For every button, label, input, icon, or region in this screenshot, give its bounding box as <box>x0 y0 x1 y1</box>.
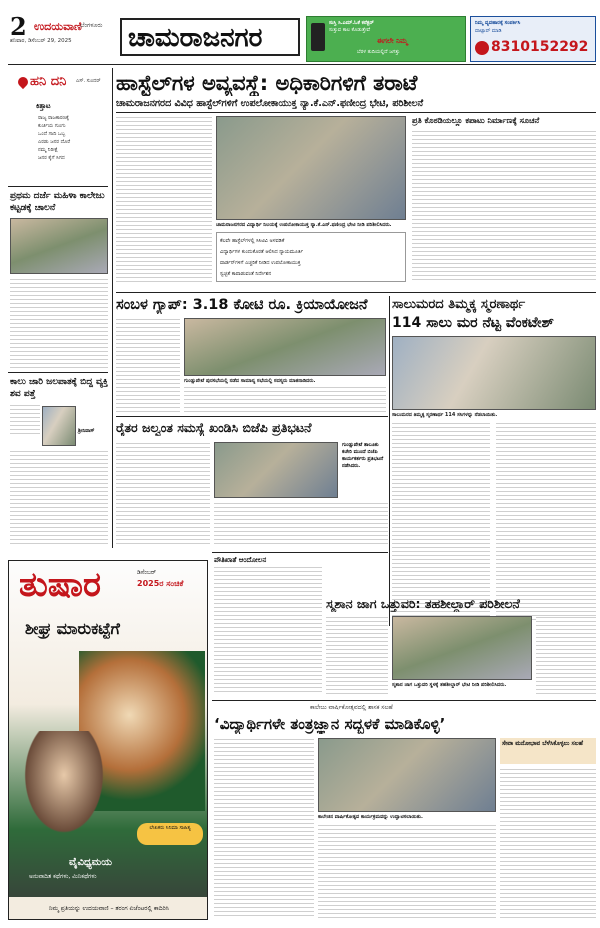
column-logo: ಹನಿ ದನಿ <box>30 74 67 89</box>
gap-bjp-rule <box>116 416 388 417</box>
bjp-body-col1 <box>116 442 210 546</box>
tushara-year: 2025ರ ಸಂಚಿಕೆ <box>137 579 184 588</box>
story2-body <box>10 404 40 434</box>
land-headline: ಸ್ಮಶಾನ ಜಾಗ ಒತ್ತುವರಿ: ತಹಶೀಲ್ದಾರ್ ಪರಿಶೀಲನೆ <box>326 596 520 611</box>
land-brief-title: ಪೌತಿಖಾತೆ ಆಂದೋಲನ <box>214 556 267 564</box>
section-title: ಚಾಮರಾಜನಗರ <box>120 18 300 56</box>
bjp-headline: ರೈತರ ಜಲ್ವಂತ ಸಮಸ್ಯೆ ಖಂಡಿಸಿ ಬಿಜೆಪಿ ಪ್ರತಿಭಟನೆ <box>116 420 312 435</box>
sidebar-rule <box>112 68 113 548</box>
header-ad2-line1: ನಿಮ್ಮ ವ್ಯವಹಾರಕ್ಕೆ ಸಂಪರ್ಕಿಸಿ <box>475 20 521 26</box>
column-author: ಎಸ್. ಸುಂದರ್ <box>76 78 101 84</box>
header-rule <box>8 64 596 65</box>
header-ad-line3: ಈಗಲೇ ನಿಮ್ಮ <box>377 37 408 45</box>
bullet-item: ವಾರ್ಡನ್‌ಗಳಿಗೆ ಎಚ್ಚರಿಕೆ ನೀಡಿದ ಉಪಲೋಕಾಯುಕ್ತ <box>220 260 301 266</box>
poem-line: ಒಂದೆ ಗಾದಿ ಒಬ್ಬ <box>38 131 66 137</box>
gap-headline: ಸಂಬಳ ಗ್ಯಾಪ್: 3.18 ಕೋಟಿ ರೂ. ಕ್ರಿಯಾಯೋಜನೆ <box>116 297 368 313</box>
tech-body-col3 <box>500 768 596 918</box>
land-photo <box>392 616 532 680</box>
tech-headline: ‘ವಿದ್ಯಾರ್ಥಿಗಳೇ ತಂತ್ರಜ್ಞಾನ ಸದ್ಬಳಕೆ ಮಾಡಿಕೊಳ್ಳಿ’ <box>214 715 446 733</box>
gap-tree-rule <box>389 296 390 626</box>
tree-caption: ಸಾಲುಮರದ ತಿಮ್ಮಕ್ಕ ಸ್ಮರಣಾರ್ಥ 114 ಸಸಿಗಳನ್ನು ನೆಡಲಾಯಿತು. <box>392 412 498 418</box>
story1-body <box>10 278 108 368</box>
lead-body-col1 <box>116 116 212 282</box>
tech-body-col1 <box>214 738 314 918</box>
header-phone: 8310152292 <box>491 39 589 55</box>
poem <box>38 114 104 162</box>
story-bjp <box>116 420 388 548</box>
lead-sub2: ಪ್ರತಿ ಕೊಠಡಿಯಲ್ಲೂ ಕಪಾಟು ನಿರ್ಮಾಣಕ್ಕೆ ಸೂಚನೆ <box>412 116 540 125</box>
tree-body-col1 <box>392 422 490 622</box>
lead-body-col3 <box>412 130 596 282</box>
land-rule <box>212 552 388 553</box>
tushara-badge: ಲೇಖಕರು ಸಿನಿಮಾ ಸಾಹಿತ್ಯ <box>137 823 203 845</box>
lead-photo <box>216 116 406 220</box>
gap-caption: ಗುಂಡ್ಲುಪೇಟೆ ಪುರಸಭೆಯಲ್ಲಿ ನಡೆದ ಸಾಮಾನ್ಯ ಸಭೆಯಲ್ಲಿ ಸದಸ್ಯರು ಮಾತನಾಡಿದರು. <box>184 378 316 384</box>
header-ad-line4: ಬೆರಳ ತುದಿಯಲ್ಲಿದೆ ಜಗತ್ತು <box>357 49 400 55</box>
poem-line: ಕುರ್ಚಿಯ ಗುಂಗು <box>38 123 66 129</box>
bullet-item: ಸ್ವಚ್ಛತೆ ಕಾಪಾಡುವಂತೆ ನಿರ್ದೇಶನ <box>220 271 272 277</box>
tech-side-box: ಸೇವಾ ಮನೋಭಾವ ಬೆಳೆಸಿಕೊಳ್ಳಲು ಸಲಹೆ <box>500 738 596 764</box>
tree-headline1: ಸಾಲುಮರದ ತಿಮ್ಮಕ್ಕ ಸ್ಮರಣಾರ್ಥ <box>392 297 526 312</box>
story2-body2 <box>10 450 108 546</box>
sidebar-divider <box>8 186 108 187</box>
lead-rule <box>116 112 596 113</box>
story2-photo-name: ಶ್ರೀನಿವಾಸ್ <box>78 428 95 434</box>
lead-subheadline: ಚಾಮರಾಜನಗರದ ವಿವಿಧ ಹಾಸ್ಟೆಲ್‌ಗಳಿಗೆ ಉಪಲೋಕಾಯುಕ್ತ ನ್ಯಾ.ಕೆ.ಎನ್.ಫಣೀಂದ್ರ ಭೇಟಿ, ಪರಿಶೀಲನೆ <box>116 98 424 109</box>
tree-headline2: 114 ಸಾಲು ಮರ ನೆಟ್ಟ ವೆಂಕಟೇಶ್ <box>392 315 554 331</box>
heart-icon <box>16 75 30 89</box>
phone-icon <box>311 23 325 51</box>
story1-photo <box>10 218 108 274</box>
header-ad-blue <box>470 16 596 62</box>
page-number: 2 <box>10 12 27 41</box>
land-body <box>326 616 388 696</box>
story-tech <box>214 704 596 920</box>
issue-date: ಶನಿವಾರ, ಡಿಸೆಂಬರ್ 29, 2025 <box>10 38 72 44</box>
lead-headline: ಹಾಸ್ಟೆಲ್‌ಗಳ ಅವ್ಯವಸ್ಥೆ: ಅಧಿಕಾರಿಗಳಿಗೆ ತರಾಟೆ <box>116 71 418 95</box>
edition-name: ಬೆಂಗಳೂರು <box>80 22 103 29</box>
tech-kicker: ಕಾಲೇಜು ವಾರ್ಷಿಕೋತ್ಸವದಲ್ಲಿ ಶಾಸಕ ಸಲಹೆ <box>310 704 393 711</box>
lead-bullets <box>216 232 406 282</box>
tech-body-col2 <box>318 824 496 918</box>
sidebar <box>8 68 108 548</box>
tushara-masthead: ತುಷಾರ <box>19 565 101 605</box>
header-ad2-line2: ವಾಟ್ಸಾಪ್ ಮಾಡಿ <box>475 28 502 34</box>
poem-line: ಜನರ ಕೈಗೆ ಸಿಗದ <box>38 155 65 161</box>
tushara-feature: ವೈವಿಧ್ಯಮಯ <box>69 857 113 868</box>
tree-body-col2 <box>496 422 596 622</box>
gap-body <box>116 318 180 412</box>
lead-story <box>116 68 596 290</box>
bjp-photo <box>214 442 338 498</box>
tech-photo <box>318 738 496 812</box>
poem-title: ಕಿತ್ತಾಟ <box>36 102 51 110</box>
tech-caption: ಕಾಲೇಜಿನ ವಾರ್ಷಿಕೋತ್ಸವ ಕಾರ್ಯಕ್ರಮವನ್ನು ಉದ್ಘಾಟಿಸಲಾಯಿತು. <box>318 814 423 820</box>
whatsapp-icon <box>475 41 489 55</box>
story1-headline: ಪ್ರಥಮ ದರ್ಜೆ ಮಹಿಳಾ ಕಾಲೇಜು ಕಟ್ಟಡಕ್ಕೆ ಚಾಲನೆ <box>10 191 105 213</box>
tushara-figure <box>19 731 109 841</box>
bullet-item: ಕೆಲವೇ ಹಾಸ್ಟೆಲ್‌ಗಳಲ್ಲಿ ಸಿಸಿಟಿವಿ ಅಳವಡಿಕೆ <box>220 238 285 244</box>
story2-photo <box>42 406 76 446</box>
sidebar-divider <box>8 372 108 373</box>
header-ad-line2: ಸುತ್ತುವ ಕಾಲ ಕೊಡುತ್ತೇವೆ <box>329 27 371 33</box>
bullet-item: ವಿದ್ಯಾರ್ಥಿಗಳ ಕುಂದುಕೊರತೆ ಆಲಿಸಿದ ನ್ಯಾಯಮೂರ್ತಿ <box>220 249 304 255</box>
story2-headline: ಕಾಲು ಜಾರಿ ಜಲಪಾತಕ್ಕೆ ಬಿದ್ದ ವ್ಯಕ್ತಿ ಶವ ಪತ್ತೆ <box>10 377 108 399</box>
land-body2 <box>536 616 596 696</box>
tech-rule <box>212 700 596 701</box>
poem-line: ನಮ್ಮ ನಿರೀಕ್ಷೆ <box>38 147 58 153</box>
poem-line: ಎರಡು ಜನರ ದೊರೆ <box>38 139 71 145</box>
story-land <box>326 596 596 698</box>
gap-photo <box>184 318 386 376</box>
bjp-body-col2 <box>214 502 388 546</box>
story-land-brief <box>214 556 322 696</box>
tree-photo <box>392 336 596 410</box>
tushara-feature2: ಅನುವಾದಿತ ಕಥೆಗಳು, ಮಿನಿಕಥೆಗಳು <box>29 873 97 880</box>
poem-line: ರಾಜ್ಯ ರಾಜಕಾರಣಕ್ಕೆ <box>38 115 69 121</box>
paper-name: ಉದಯವಾಣಿ <box>34 20 82 33</box>
tushara-footer: ನಿಮ್ಮ ಪ್ರತಿಯನ್ನು ಉದಯವಾಣಿ – ತರಂಗ ಏಜೆಂಟರಲ್ಲಿ ಕಾದಿರಿಸಿ <box>9 897 208 920</box>
header-ad-line1: ಸುಸ್ತಿ ಸಿ.ಎಮ್.ಓಕೆ ಕನೆಕ್ಟರ್ <box>329 20 374 26</box>
story-tree <box>392 296 596 626</box>
gap-body2 <box>184 386 386 412</box>
header-ad-green <box>306 16 466 62</box>
lead-photo-caption: ಚಾಮರಾಜನಗರದ ವಿದ್ಯಾರ್ಥಿ ನಿಲಯಕ್ಕೆ ಉಪಲೋಕಾಯುಕ್ತ ನ್ಯಾ.ಕೆ.ಎನ್.ಫಣೀಂದ್ರ ಭೇಟಿ ನೀಡಿ ಪರಿಶೀಲಿಸಿದರು. <box>216 222 392 228</box>
header <box>0 0 600 64</box>
land-caption: ಸ್ಮಶಾನ ಜಾಗ ಒತ್ತುವರಿ ಸ್ಥಳಕ್ಕೆ ತಹಶೀಲ್ದಾರ್ ಭೇಟಿ ನೀಡಿ ಪರಿಶೀಲಿಸಿದರು. <box>392 682 507 688</box>
land-brief-body <box>214 566 322 694</box>
tushara-month: ಡಿಸೆಂಬರ್ <box>137 569 157 576</box>
story-gap <box>116 296 386 414</box>
tushara-tagline: ಶೀಘ್ರ ಮಾರುಕಟ್ಟೆಗೆ <box>25 619 120 638</box>
lead-bottom-rule <box>116 292 596 293</box>
bjp-box: ಗುಂಡ್ಲುಪೇಟೆ ತಾಲೂಕು ಕಚೇರಿ ಮುಂದೆ ಬಿಜೆಪಿ ಕಾರ್ಯಕರ್ತರು ಪ್ರತಿಭಟನೆ ನಡೆಸಿದರು. <box>342 442 384 469</box>
tushara-ad <box>8 560 208 920</box>
